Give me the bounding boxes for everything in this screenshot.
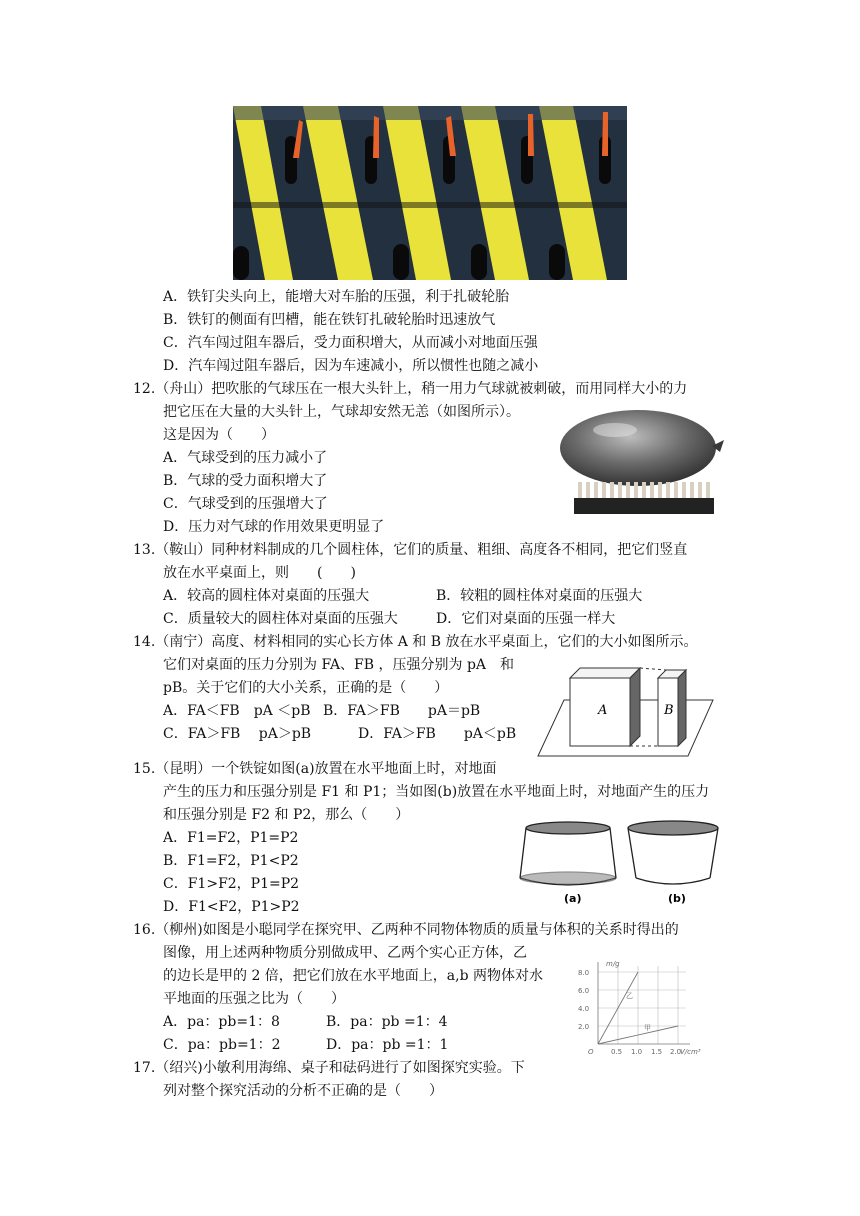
graph-origin-label: O [588, 1048, 594, 1056]
q17-stem-line2: 列对整个探究活动的分析不正确的是（ ） [163, 1083, 443, 1099]
q15-stem-line2: 产生的压力和压强分别是 F1 和 P1；当如图(b)放置在水平地面上时，对地面产生的压力 [163, 784, 710, 800]
boxes-a-b-on-table-figure [538, 648, 713, 760]
q16-stem-line1: 16.（柳州)如图是小聪同学在探究甲、乙两种不同物体物质的质量与体积的关系时得出的 [133, 922, 679, 938]
graph-ytick-2: 2.0 [578, 1023, 590, 1031]
graph-ytick-4: 4.0 [578, 1005, 590, 1013]
balloon-on-pins-figure [560, 408, 730, 518]
q14-stem-line1: 14.（南宁）高度、材料相同的实心长方体 A 和 B 放在水平桌面上，它们的大小如图所示。 [133, 634, 698, 650]
q13-option-c: C．质量较大的圆柱体对桌面的压强大 [163, 611, 398, 627]
q13-option-b: B．较粗的圆柱体对桌面的压强大 [436, 588, 643, 604]
graph-xtick-1.5: 1.5 [651, 1048, 663, 1056]
q11-option-a: A．铁钉尖头向上，能增大对车胎的压强，利于扎破轮胎 [163, 289, 510, 305]
figure-b-label: (b) [668, 892, 686, 905]
graph-xtick-1.0: 1.0 [631, 1048, 643, 1056]
q12-option-d: D．压力对气球的作用效果更明显了 [163, 519, 385, 535]
box-a-label: A [598, 703, 608, 718]
q14-stem-line3: pB。关于它们的大小关系，正确的是（ ） [163, 680, 449, 696]
graph-xtick-2.0: 2.0 [670, 1048, 682, 1056]
tire-spike-barrier-photo [233, 106, 627, 280]
q14-stem-line2: 它们对桌面的压力分别为 FA、FB ，压强分别为 pA 和 [163, 657, 515, 673]
q12-stem-line2: 把它压在大量的大头针上，气球却安然无恙（如图所示）。 [163, 404, 520, 420]
graph-ytick-6: 6.0 [578, 987, 590, 995]
q14-option-d: D．FA＞FB pA＜pB [358, 726, 517, 742]
line-yi-label: 乙 [626, 992, 633, 1000]
q16-option-b: B．pa：pb =1：4 [326, 1014, 448, 1030]
q15-stem-line3: 和压强分别是 F2 和 P2，那么（ ） [163, 807, 410, 823]
mass-volume-graph [578, 958, 706, 1060]
graph-y-axis-label: m/g [606, 960, 620, 968]
q12-option-c: C．气球受到的压强增大了 [163, 496, 328, 512]
box-b-label: B [664, 703, 674, 718]
q16-stem-line2: 图像，用上述两种物质分别做成甲、乙两个实心正方体，乙 [163, 945, 527, 961]
q14-option-b: B．FA＞FB pA＝pB [323, 703, 481, 719]
q11-option-c: C．汽车闯过阻车器后，受力面积增大，从而减小对地面压强 [163, 335, 538, 351]
graph-x-axis-label: V/cm³ [680, 1048, 701, 1056]
q15-stem-line1: 15.（昆明）一个铁锭如图(a)放置在水平地面上时，对地面 [133, 761, 497, 777]
iron-ingot-figure [518, 820, 718, 906]
q15-option-a: A．F1=F2，P1=P2 [163, 830, 299, 846]
graph-ytick-8: 8.0 [578, 969, 590, 977]
q17-stem-line1: 17.（绍兴)小敏利用海绵、桌子和砝码进行了如图探究实验。下 [133, 1060, 525, 1076]
q15-option-b: B．F1=F2，P1<P2 [163, 853, 299, 869]
q14-option-c: C．FA＞FB pA＞pB [163, 726, 312, 742]
q16-option-d: D．pa：pb =1：1 [326, 1037, 449, 1053]
q11-option-d: D．汽车闯过阻车器后，因为车速减小，所以惯性也随之减小 [163, 358, 539, 374]
q13-stem-line2: 放在水平桌面上，则 ( ) [163, 565, 356, 581]
q14-option-a: A．FA＜FB pA ＜pB [163, 703, 311, 719]
q12-option-b: B．气球的受力面积增大了 [163, 473, 328, 489]
q16-stem-line4: 平地面的压强之比为（ ） [163, 991, 345, 1007]
q13-option-d: D．它们对桌面的压强一样大 [436, 611, 616, 627]
q12-option-a: A．气球受到的压力减小了 [163, 450, 328, 466]
q15-option-d: D．F1<F2，P1>P2 [163, 899, 300, 915]
q12-stem-line1: 12.（舟山）把吹胀的气球压在一根大头针上，稍一用力气球就被刺破，而用同样大小的力 [133, 381, 688, 397]
q11-option-b: B．铁钉的侧面有凹槽，能在铁钉扎破轮胎时迅速放气 [163, 312, 496, 328]
q16-option-a: A．pa：pb=1：8 [163, 1014, 280, 1030]
figure-a-label: (a) [564, 892, 582, 905]
q15-option-c: C．F1>F2，P1=P2 [163, 876, 300, 892]
q12-stem-line3: 这是因为（ ） [163, 427, 275, 443]
q13-stem-line1: 13.（鞍山）同种材料制成的几个圆柱体，它们的质量、粗细、高度各不相同，把它们竖直 [133, 542, 688, 558]
q16-option-c: C．pa：pb=1：2 [163, 1037, 281, 1053]
graph-xtick-0.5: 0.5 [611, 1048, 623, 1056]
q16-stem-line3: 的边长是甲的 2 倍，把它们放在水平地面上，a,b 两物体对水 [163, 968, 544, 984]
q13-option-a: A．较高的圆柱体对桌面的压强大 [163, 588, 370, 604]
line-jia-label: 甲 [644, 1024, 651, 1032]
